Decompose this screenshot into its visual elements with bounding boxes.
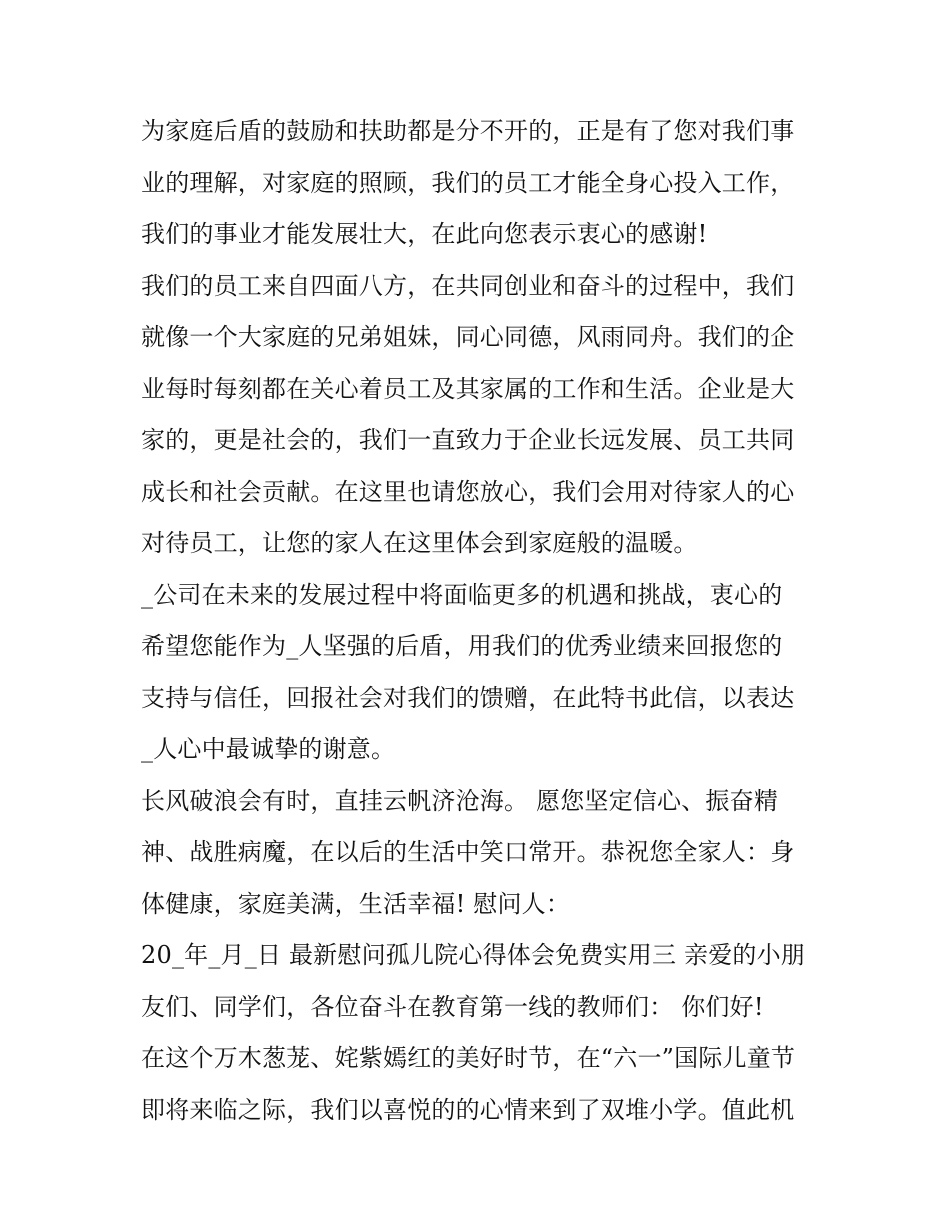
text-line: 为家庭后盾的鼓励和扶助都是分不开的，正是有了您对我们事 bbox=[141, 117, 795, 145]
text-line: 成长和社会贡献。在这里也请您放心，我们会用对待家人的心 bbox=[141, 477, 795, 506]
text-line: 就像一个大家庭的兄弟姐妹，同心同德，风雨同舟。我们的企 bbox=[141, 323, 795, 351]
text-line: 即将来临之际，我们以喜悦的的心情来到了双堆小学。值此机 bbox=[141, 1095, 795, 1124]
text-line: 体健康，家庭美满，生活幸福! 慰问人： bbox=[141, 889, 571, 918]
text-line: 业的理解，对家庭的照顾，我们的员工才能全身心投入工作， bbox=[141, 168, 795, 197]
text-line: 我们的员工来自四面八方，在共同创业和奋斗的过程中，我们 bbox=[141, 271, 795, 300]
text-line: 我们的事业才能发展壮大，在此向您表示衷心的感谢! bbox=[141, 220, 708, 248]
text-line: 希望您能作为_人坚强的后盾，用我们的优秀业绩来回报您的 bbox=[141, 632, 783, 660]
text-line: 支持与信任，回报社会对我们的馈赠，在此特书此信，以表达 bbox=[141, 683, 795, 712]
text-line: 家的，更是社会的，我们一直致力于企业长远发展、员工共同 bbox=[141, 426, 795, 454]
text-line: 长风破浪会有时，直挂云帆济沧海。 愿您坚定信心、振奋精 bbox=[141, 786, 779, 815]
text-line: _人心中最诚挚的谢意。 bbox=[141, 735, 396, 763]
text-line: 20_年_月_日 最新慰问孤儿院心得体会免费实用三 亲爱的小朋 bbox=[141, 941, 805, 969]
text-line: _公司在未来的发展过程中将面临更多的机遇和挑战，衷心的 bbox=[141, 580, 783, 609]
text-line: 对待员工，让您的家人在这里体会到家庭般的温暖。 bbox=[141, 529, 698, 557]
text-line: 神、战胜病魔，在以后的生活中笑口常开。恭祝您全家人：身 bbox=[141, 838, 795, 866]
text-line: 友们、同学们，各位奋斗在教育第一线的教师们： 你们好! bbox=[141, 992, 764, 1021]
text-line: 业每时每刻都在关心着员工及其家属的工作和生活。企业是大 bbox=[141, 374, 795, 403]
body-text bbox=[141, 106, 841, 1136]
text-line: 在这个万木葱茏、姹紫嫣红的美好时节，在“六一”国际儿童节 bbox=[141, 1044, 796, 1072]
